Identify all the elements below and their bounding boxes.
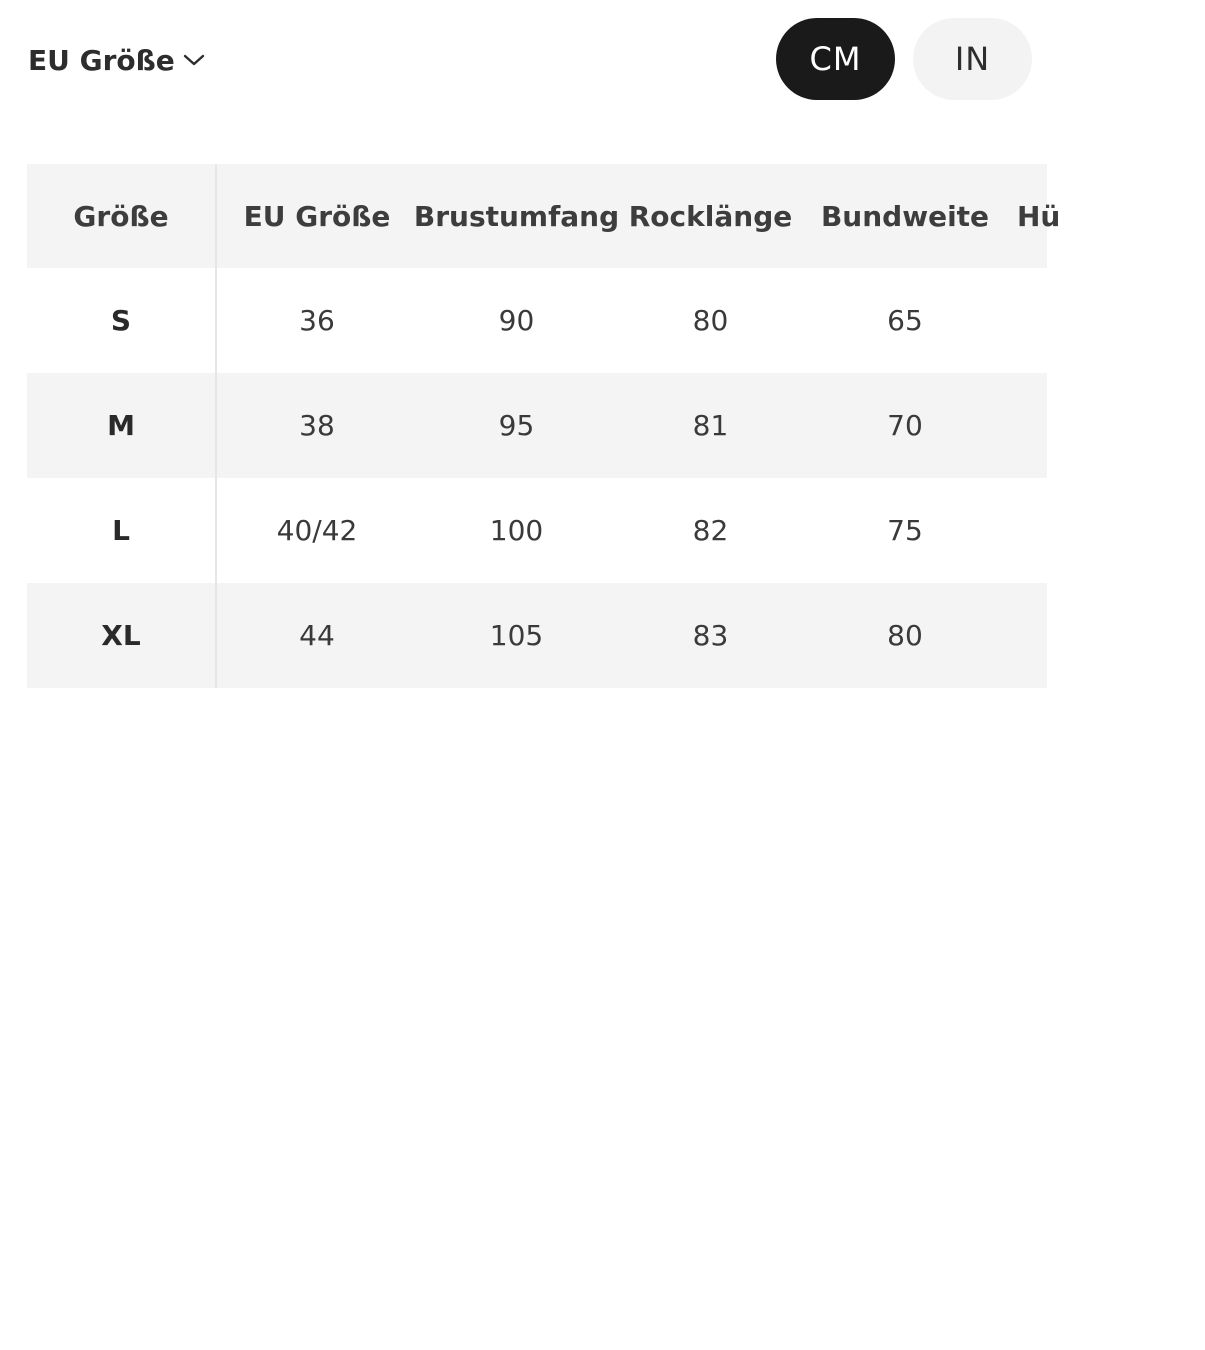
table-cell: 100	[489, 514, 544, 547]
table-row	[27, 478, 1047, 583]
table-row	[27, 268, 1047, 373]
unit-cm-button[interactable]: CM	[776, 18, 895, 100]
unit-toggle	[776, 18, 1032, 100]
table-cell: 105	[489, 619, 544, 652]
table-cell: 65	[887, 304, 923, 337]
table-cell: 95	[498, 409, 535, 442]
table-cell: 44	[299, 619, 335, 652]
chevron-down-icon	[183, 53, 205, 67]
table-cell: 75	[887, 514, 923, 547]
table-cell: 80	[887, 619, 923, 652]
unit-in-button[interactable]: IN	[913, 18, 1032, 100]
column-header: Hü	[1017, 199, 1061, 233]
table-cell: 38	[299, 409, 335, 442]
table-row	[27, 583, 1047, 688]
table-cell: 81	[692, 409, 729, 442]
table-row	[27, 373, 1047, 478]
size-system-label: EU Größe	[28, 43, 175, 77]
table-cell: S	[27, 268, 217, 373]
table-cell: L	[27, 478, 217, 583]
table-cell: 83	[692, 619, 729, 652]
table-cell: M	[27, 373, 217, 478]
column-header: Größe	[27, 164, 217, 268]
table-cell: 36	[299, 304, 335, 337]
column-header: EU Größe	[243, 199, 391, 233]
size-table[interactable]	[27, 164, 1061, 688]
table-cell: 40/42	[276, 514, 358, 547]
table-header-row	[27, 164, 1061, 268]
column-header: Brustumfang	[413, 199, 620, 233]
size-system-dropdown[interactable]	[28, 40, 205, 80]
table-cell: 70	[887, 409, 923, 442]
table-cell: 80	[692, 304, 729, 337]
column-header: Bundweite	[820, 199, 990, 233]
table-cell: 82	[692, 514, 729, 547]
table-cell: 90	[498, 304, 535, 337]
table-cell: XL	[27, 583, 217, 688]
column-header: Rocklänge	[628, 199, 793, 233]
